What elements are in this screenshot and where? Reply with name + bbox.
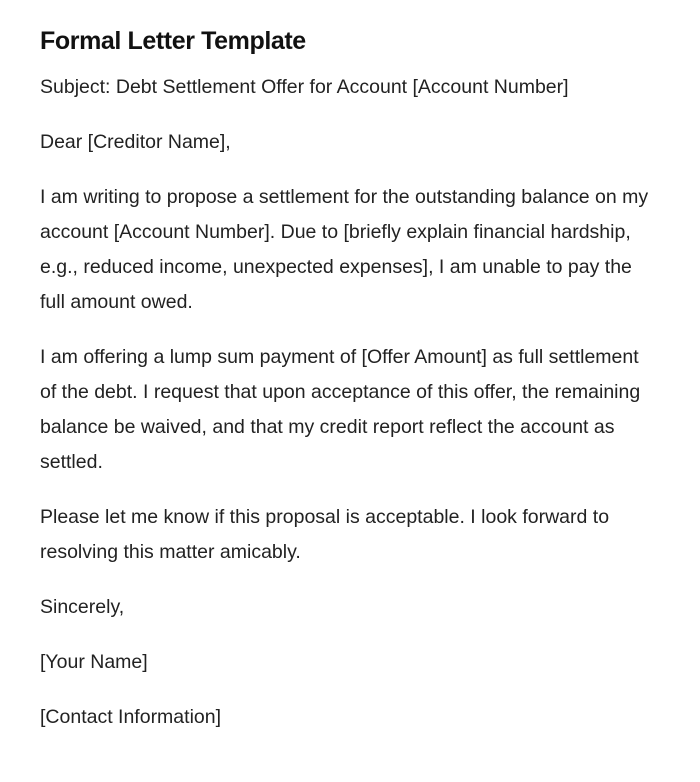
subject-line: Subject: Debt Settlement Offer for Account [Account Number] [40,76,569,98]
salutation: Dear [Creditor Name], [40,131,231,153]
body-paragraph-3: Please let me know if this proposal is acceptable. I look forward to resolving this matter amicably. [40,506,610,563]
closing: Sincerely, [40,596,125,618]
page-title: Formal Letter Template [40,27,306,55]
body-paragraph-2: I am offering a lump sum payment of [Offer Amount] as full settlement of the debt. I request that upon acceptance of this offer, the remaining balance be waived, and that my credit report reflect the account as settled. [40,346,641,473]
contact-information: [Contact Information] [40,706,222,728]
signature-name: [Your Name] [40,651,148,673]
body-paragraph-1: I am writing to propose a settlement for the outstanding balance on my account [Account Number]. Due to [briefly explain financial hardship, e.g., reduced income, unexpected expenses], I am unable to pay the full amount owed. [40,186,649,313]
